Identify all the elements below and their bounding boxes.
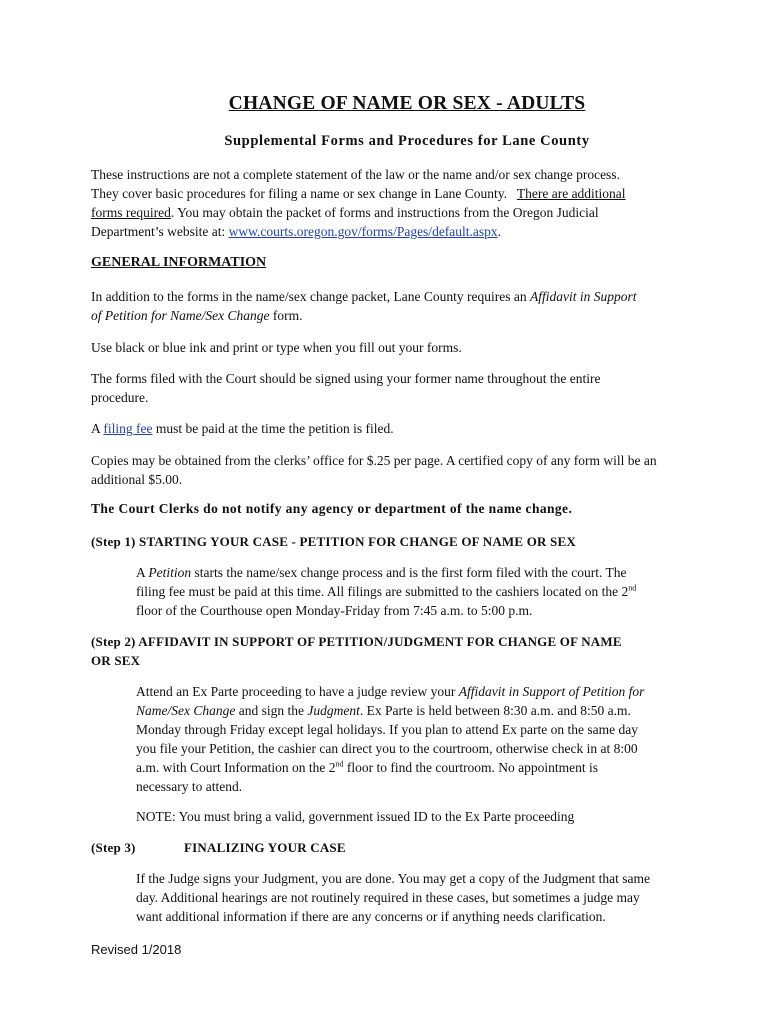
page-title: CHANGE OF NAME OR SEX - ADULTS xyxy=(228,93,586,114)
page-subtitle: Supplemental Forms and Procedures for Lane County xyxy=(224,133,590,149)
courts-website-link[interactable]: www.courts.oregon.gov/forms/Pages/default.aspx xyxy=(228,224,498,239)
paragraph-line: If the Judge signs your Judgment, you are done. You may get a copy of the Judgment that same xyxy=(136,871,651,886)
step3-label: (Step 3) xyxy=(91,840,136,855)
text: . Ex Parte is held between 8:30 a.m. and 8:50 a.m. xyxy=(359,703,631,718)
paragraph-line xyxy=(91,287,731,306)
text: and sign the xyxy=(235,703,308,718)
form-name: Petition xyxy=(148,565,192,580)
general-paragraph-2: Use black or blue ink and print or type when you fill out your forms. xyxy=(91,340,462,355)
ordinal-suffix: nd xyxy=(335,759,344,769)
revision-footer: Revised 1/2018 xyxy=(91,942,182,957)
paragraph-line xyxy=(91,306,731,325)
paragraph-line: want additional information if there are any concerns or if anything needs clarification. xyxy=(136,909,606,924)
paragraph-line: day. Additional hearings are not routinely required in these cases, but sometimes a judge may xyxy=(136,890,640,905)
step1-paragraph xyxy=(136,563,736,620)
paragraph-line xyxy=(136,563,736,582)
step3-paragraph xyxy=(136,869,736,926)
form-name: Judgment xyxy=(307,703,360,718)
intro-text: Department’s website at: xyxy=(91,224,229,239)
text: must be paid at the time the petition is filed. xyxy=(152,421,394,436)
paragraph-line xyxy=(136,682,736,701)
intro-text: . You may obtain the packet of forms and instructions from the Oregon Judicial xyxy=(170,205,599,220)
clerks-notice: The Court Clerks do not notify any agency or department of the name change. xyxy=(91,501,573,516)
filing-fee-link[interactable]: filing fee xyxy=(103,421,153,436)
text: starts the name/sex change process and is the first form filed with the court. The xyxy=(191,565,627,580)
text: A xyxy=(91,421,104,436)
intro-line xyxy=(91,222,731,241)
heading-line: (Step 2) AFFIDAVIT IN SUPPORT OF PETITION/JUDGMENT FOR CHANGE OF NAME xyxy=(91,634,622,649)
paragraph-line: Monday through Friday except legal holidays. If you plan to attend Ex parte on the same day xyxy=(136,722,638,737)
text: form. xyxy=(269,308,303,323)
form-name: Affidavit in Support xyxy=(530,289,637,304)
text: a.m. with Court Information on the 2 xyxy=(136,760,336,775)
text: filing fee must be paid at this time. All filings are submitted to the cashiers located on the 2 xyxy=(136,584,629,599)
step2-note: NOTE: You must bring a valid, government issued ID to the Ex Parte proceeding xyxy=(136,809,575,824)
ordinal-suffix: nd xyxy=(628,583,637,593)
text: Attend an Ex Parte proceeding to have a judge review your xyxy=(136,684,459,699)
paragraph-line: Copies may be obtained from the clerks’ office for $.25 per page. A certified copy of any form will be an xyxy=(91,453,657,468)
paragraph-line: you file your Petition, the cashier can direct you to the courtroom, otherwise check in at 8:00 xyxy=(136,741,638,756)
general-information-heading: GENERAL INFORMATION xyxy=(91,255,267,270)
intro-paragraph xyxy=(91,165,731,241)
text: floor to find the courtroom. No appointment is xyxy=(343,760,599,775)
form-name: Affidavit in Support of Petition for xyxy=(458,684,645,699)
general-paragraph-1 xyxy=(91,287,731,325)
paragraph-line: procedure. xyxy=(91,390,149,405)
additional-forms-note: forms required xyxy=(91,205,171,220)
paragraph-line: The forms filed with the Court should be signed using your former name throughout the entire xyxy=(91,371,601,386)
intro-text: They cover basic procedures for filing a name or sex change in Lane County. xyxy=(91,186,507,201)
paragraph-line: necessary to attend. xyxy=(136,779,243,794)
step2-paragraph xyxy=(136,682,736,796)
form-name: Name/Sex Change xyxy=(136,703,236,718)
general-paragraph-4 xyxy=(91,419,731,438)
text: In addition to the forms in the name/sex change packet, Lane County requires an xyxy=(91,289,530,304)
form-name: of Petition for Name/Sex Change xyxy=(91,308,270,323)
intro-line xyxy=(91,203,731,222)
step3-heading: FINALIZING YOUR CASE xyxy=(184,840,346,855)
paragraph-line: floor of the Courthouse open Monday-Friday from 7:45 a.m. to 5:00 p.m. xyxy=(136,603,533,618)
general-paragraph-3 xyxy=(91,369,731,407)
paragraph-line xyxy=(136,582,736,601)
paragraph-line: additional $5.00. xyxy=(91,472,183,487)
text: A xyxy=(136,565,149,580)
step2-heading xyxy=(91,632,731,670)
step1-heading: (Step 1) STARTING YOUR CASE - PETITION FOR CHANGE OF NAME OR SEX xyxy=(91,534,576,549)
additional-forms-note: There are additional xyxy=(516,186,626,201)
paragraph-line xyxy=(136,701,736,720)
heading-line: OR SEX xyxy=(91,653,141,668)
intro-text: . xyxy=(497,224,502,239)
intro-line: These instructions are not a complete statement of the law or the name and/or sex change process. xyxy=(91,167,620,182)
intro-line xyxy=(91,184,731,203)
general-paragraph-5 xyxy=(91,451,731,489)
paragraph-line xyxy=(136,758,736,777)
